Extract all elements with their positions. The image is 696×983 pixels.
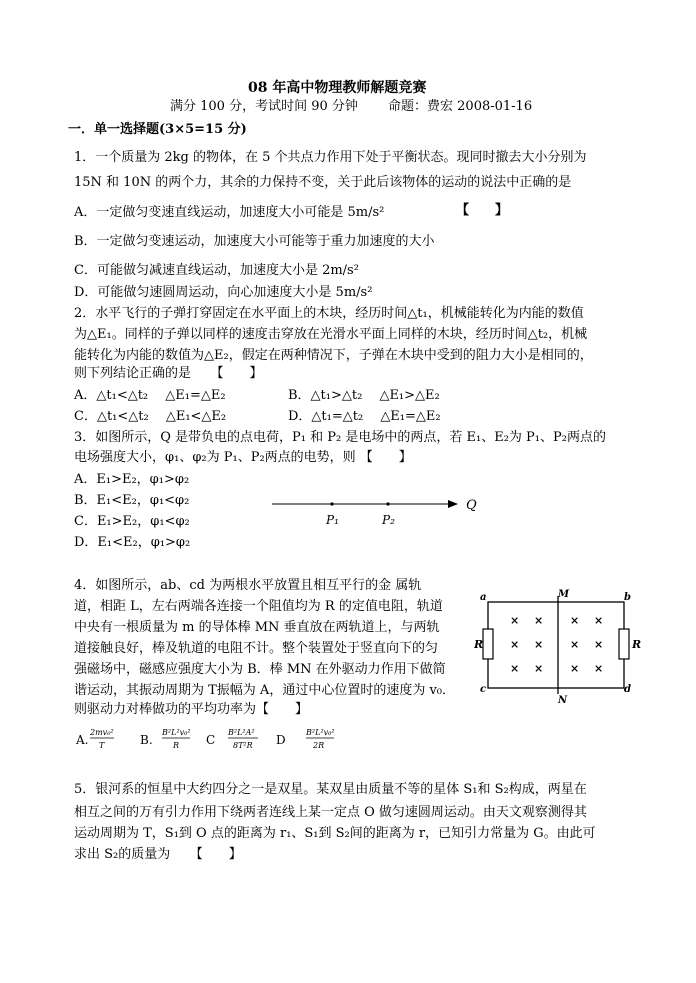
label-m: M bbox=[558, 589, 570, 600]
label-a: a bbox=[480, 592, 487, 603]
cross-mark: × bbox=[534, 638, 544, 651]
q3-stem: 电场强度大小，φ₁、φ₂为 P₁、P₂两点的电势，则 【 】 bbox=[74, 450, 412, 465]
q3-option-a: A．E₁>E₂，φ₁>φ₂ bbox=[74, 472, 190, 487]
q4-opt-a-num: 2mv₀² bbox=[90, 728, 114, 737]
cross-mark: × bbox=[570, 662, 580, 675]
cross-mark: × bbox=[570, 614, 580, 627]
section-heading: 一．单一选择题(3×5=15 分) bbox=[68, 122, 247, 137]
cross-mark: × bbox=[594, 662, 604, 675]
q1-stem: 1．一个质量为 2kg 的物体，在 5 个共点力作用下处于平衡状态。现同时撤去大小分别为 bbox=[74, 150, 587, 165]
answer-bracket: 【 】 bbox=[456, 203, 509, 218]
q4-opt-c-num: B²L²A² bbox=[228, 728, 255, 737]
label-b: b bbox=[624, 592, 631, 603]
q3-stem: 3．如图所示，Q 是带负电的点电荷，P₁ 和 P₂ 是电场中的两点，若 E₁、E₂为 P₁、P₂两点的 bbox=[74, 430, 606, 445]
arrowhead-icon bbox=[448, 500, 458, 508]
resistor-right bbox=[619, 629, 629, 659]
magnetic-field-crosses bbox=[510, 614, 603, 675]
q4-stem: 4．如图所示，ab、cd 为两根水平放置且相互平行的金 属轨 bbox=[74, 578, 422, 593]
q4-stem: 则驱动力对棒做功的平均功率为【 】 bbox=[74, 702, 309, 717]
cross-mark: × bbox=[594, 614, 604, 627]
q4-opt-d-den: 2R bbox=[313, 741, 325, 750]
q2-stem: 为△E₁。同样的子弹以同样的速度击穿放在光滑水平面上同样的木块，经历时间△t₂，机械 bbox=[74, 327, 588, 342]
q4-stem: 强磁场中，磁感应强度大小为 B．棒 MN 在外驱动力作用下做简 bbox=[74, 662, 446, 677]
cross-mark: × bbox=[534, 662, 544, 675]
q3-field-figure bbox=[270, 490, 490, 530]
cross-mark: × bbox=[570, 638, 580, 651]
q2-option-c: C．△t₁<△t₂ △E₁<△E₂ bbox=[74, 409, 227, 424]
q4-opt-c-den: 8T²R bbox=[233, 741, 253, 750]
exam-info: 满分 100 分，考试时间 90 分钟 命题：费宏 2008-01-16 bbox=[170, 99, 533, 114]
q2-stem: 2．水平飞行的子弹打穿固定在水平面上的木块，经历时间△t₁，机械能转化为内能的数值 bbox=[74, 306, 584, 321]
q3-option-b: B．E₁<E₂，φ₁<φ₂ bbox=[74, 493, 190, 508]
label-q: Q bbox=[466, 498, 477, 513]
q4-stem: 中央有一根质量为 m 的导体棒 MN 垂直放在两轨道上，与两轨 bbox=[74, 620, 440, 635]
point-p1 bbox=[330, 502, 333, 505]
q2-stem: 能转化为内能的数值为△E₂，假定在两种情况下，子弹在木块中受到的阻力大小是相同的， bbox=[74, 348, 593, 363]
q2-option-d: D．△t₁=△t₂ △E₁=△E₂ bbox=[288, 409, 441, 424]
label-p2: P₂ bbox=[382, 513, 395, 527]
cross-mark: × bbox=[510, 614, 520, 627]
q4-opt-b-label: B. bbox=[140, 733, 153, 747]
q1-option-d: D．可能做匀速圆周运动，向心加速度大小是 5m/s² bbox=[74, 285, 373, 300]
cross-mark: × bbox=[510, 662, 520, 675]
q5-stem: 5．银河系的恒星中大约四分之一是双星。某双星由质量不等的星体 S₁和 S₂构成，两星在 bbox=[74, 782, 587, 797]
q4-opt-a-label: A. bbox=[76, 733, 89, 747]
q4-opt-b-num: B²L²v₀² bbox=[162, 728, 191, 737]
q3-option-c: C．E₁>E₂，φ₁<φ₂ bbox=[74, 514, 190, 529]
label-d: d bbox=[624, 684, 631, 695]
q1-option-b: B．一定做匀变速运动，加速度大小可能等于重力加速度的大小 bbox=[74, 234, 435, 249]
q2-stem: 则下列结论正确的是 【 】 bbox=[74, 366, 263, 381]
page-title: 08 年高中物理教师解题竞赛 bbox=[248, 80, 427, 96]
q2-option-b: B．△t₁>△t₂ △E₁>△E₂ bbox=[288, 388, 440, 403]
q4-opt-b-den: R bbox=[173, 741, 180, 750]
q1-option-a: A．一定做匀变速直线运动，加速度大小可能是 5m/s² bbox=[74, 205, 385, 220]
q2-option-a: A．△t₁<△t₂ △E₁=△E₂ bbox=[74, 388, 226, 403]
q1-option-c: C．可能做匀减速直线运动，加速度大小是 2m/s² bbox=[74, 263, 359, 278]
q4-stem: 谐运动，其振动周期为 T振幅为 A，通过中心位置时的速度为 v₀． bbox=[74, 683, 456, 698]
cross-mark: × bbox=[534, 614, 544, 627]
q4-opt-a-den: T bbox=[99, 741, 105, 750]
rail-frame bbox=[488, 602, 624, 688]
label-p1: P₁ bbox=[326, 513, 339, 527]
label-r-right: R bbox=[632, 638, 642, 651]
q4-opt-c-label: C bbox=[206, 733, 216, 747]
point-p2 bbox=[386, 502, 389, 505]
label-n: N bbox=[558, 695, 568, 706]
q5-stem: 求出 S₂的质量为 【 】 bbox=[74, 847, 242, 862]
q4-stem: 道，相距 L，左右两端各连接一个阻值均为 R 的定值电阻，轨道 bbox=[74, 599, 443, 614]
q4-opt-d-num: B²L²v₀² bbox=[306, 728, 335, 737]
q5-stem: 运动周期为 T，S₁到 O 点的距离为 r₁、S₁到 S₂间的距离为 r，已知引力常量为 G。由此可 bbox=[74, 826, 596, 841]
q5-stem: 相互之间的万有引力作用下绕两者连线上某一定点 O 做匀速圆周运动。由天文观察测得其 bbox=[74, 805, 587, 820]
cross-mark: × bbox=[594, 638, 604, 651]
q1-stem: 15N 和 10N 的两个力，其余的力保持不变，关于此后该物体的运动的说法中正确的是 bbox=[74, 175, 572, 190]
q4-stem: 道接触良好，棒及轨道的电阻不计。整个装置处于竖直向下的匀 bbox=[74, 641, 439, 656]
label-r-left: R bbox=[474, 638, 484, 651]
q3-option-d: D．E₁<E₂，φ₁>φ₂ bbox=[74, 535, 191, 550]
label-c: c bbox=[480, 684, 487, 695]
q4-options bbox=[70, 722, 370, 756]
resistor-left bbox=[483, 629, 493, 659]
cross-mark: × bbox=[510, 638, 520, 651]
q4-rail-figure bbox=[474, 588, 644, 708]
q4-opt-d-label: D bbox=[276, 733, 286, 747]
